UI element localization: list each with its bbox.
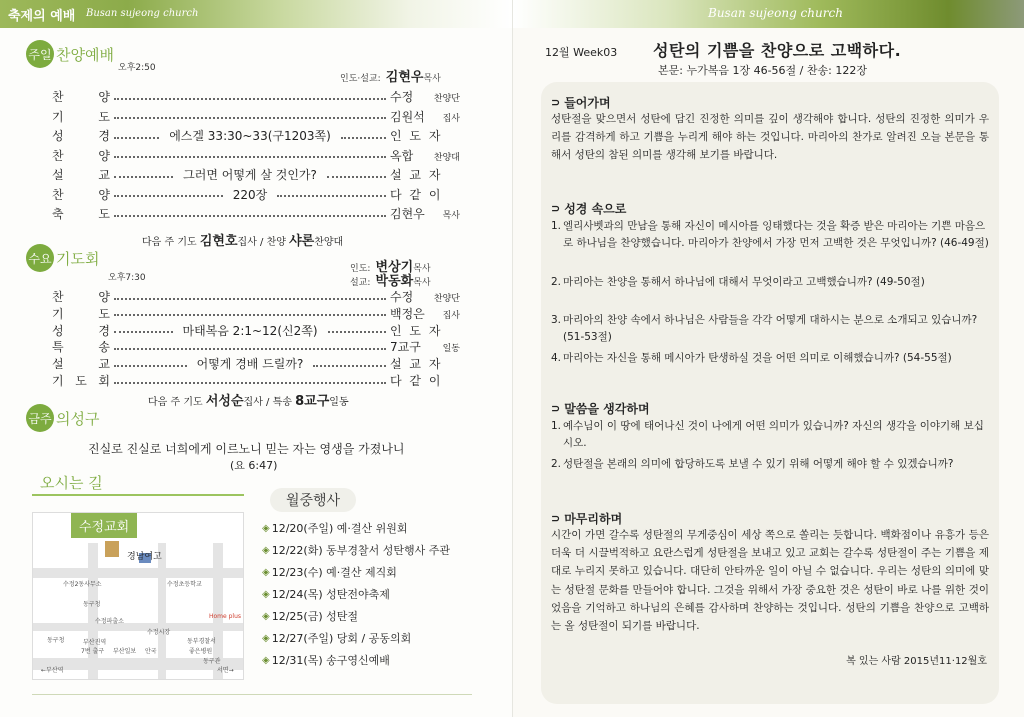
w-next-name2: 8교구 [295, 394, 330, 409]
order-person [390, 88, 460, 105]
w-leader2-title: 목사 [413, 278, 431, 288]
sermon-title: 성탄의 기쁨을 찬양으로 고백하다. [653, 41, 902, 60]
arrow-icon: ⊃ [551, 96, 561, 109]
arrow-icon: ⊃ [551, 402, 561, 415]
question-item: 4. 마리아는 자신을 통해 메시아가 탄생하실 것을 어떤 의미로 이해했습니까? (54-55절) [551, 352, 952, 364]
sunday-next [142, 230, 343, 249]
order-item-char: 기 [52, 306, 64, 321]
order-item-char: 경 [98, 129, 110, 143]
order-row [52, 204, 460, 223]
map-label: 부산진역 [83, 639, 107, 646]
next-t2: 찬양대 [314, 237, 344, 248]
order-item [52, 338, 110, 355]
order-item [52, 108, 110, 125]
wednesday-badge-circle: 수요 [26, 244, 54, 272]
section-heading: ⊃ 성경 속으로 [551, 202, 627, 216]
map-label: 수정2동사무소 [63, 581, 102, 588]
event-text: 12/22(화) 동부경찰서 성탄행사 주관 [271, 544, 450, 557]
order-person-title: 집사 [442, 310, 460, 321]
order-item-char: 설 [52, 168, 64, 182]
event-text: 12/24(목) 성탄전야축제 [271, 588, 390, 601]
diamond-bullet-icon: ◈ [262, 522, 270, 534]
study-card [541, 82, 999, 704]
question-item: 1. 엘리사벳과의 만남을 통해 자신이 메시아를 잉태했다는 것을 확증 받은 마리아는 기쁜 마음으로 하나님을 찬양했습니다. 마리아가 찬양에서 가장 먼저 고백한 것은 무엇입니까? (46-49절) [551, 220, 989, 249]
diamond-bullet-icon: ◈ [262, 654, 270, 666]
order-row [52, 87, 460, 106]
event-item [262, 520, 407, 536]
diamond-bullet-icon: ◈ [262, 544, 270, 556]
w-next-name1: 서성순 [205, 394, 244, 409]
w-leader1-title: 목사 [413, 264, 431, 274]
order-person-title: 집사 [442, 113, 460, 124]
order-item [52, 305, 110, 322]
order-item-char: 기 [52, 109, 64, 124]
event-text: 12/27(주일) 당회 / 공동의회 [271, 632, 412, 645]
map-label: Home plus [209, 613, 242, 620]
next-name2: 샤론 [289, 234, 315, 249]
order-person-title: 찬양대 [433, 152, 460, 163]
order-person-name: 7교구 [390, 340, 421, 355]
event-item [262, 542, 450, 558]
order-person [390, 205, 460, 222]
order-person-name: 인 도 자 [390, 323, 443, 338]
section-closing-text: 시간이 가면 갈수록 성탄절의 무게중심이 세상 쪽으로 쏠리는 듯합니다. 백화점이나 유흥가 등은 더욱 더 시끌벅적하고 요란스럽게 성탄절을 보내고 있고 교회는 갈수록 성탄절이 주는 기쁨을 제대로 누리지 못하고 있습니다. 대단히 안타까운 일이 아닐 수 없습니다. 우리는 성탄의 의미에 맞는 성탄절 문화를 만들어야 합니다. 그것을 위해서 가장 중요한 것은 성탄이 바로 나를 위한 것이었음을 기억하고 하나님의 은혜를 감사하며 찬양하는 것입니다. 성탄의 기쁨을 찬양으로 고백하는 올 성탄절이 되기를 바랍니다. [551, 529, 989, 633]
section-heading: ⊃ 들어가며 [551, 96, 611, 110]
order-person-name: 백정은 [390, 306, 425, 321]
order-person [390, 108, 460, 125]
order-row [52, 146, 460, 165]
event-item [262, 564, 397, 580]
map-church-flag: 수정교회 [71, 513, 137, 538]
order-detail: 220장 [232, 187, 268, 202]
map-label: 서면→ [217, 667, 234, 674]
order-detail: 어떻게 경배 드릴까? [196, 357, 304, 372]
order-item-char: 찬 [52, 290, 64, 304]
bottom-divider [32, 694, 472, 695]
signature: 복 있는 사람 2015년11·12월호 [846, 656, 987, 667]
order-person-title: 찬양단 [433, 94, 460, 104]
verse-badge [26, 404, 99, 432]
map-label: 부산일보 [113, 648, 137, 655]
event-item [262, 652, 390, 668]
order-person [390, 127, 460, 144]
order-person-name: 김원석 [390, 109, 425, 124]
church-building-icon [105, 541, 119, 557]
order-item-char: 성 [52, 323, 64, 338]
sunday-leader [340, 66, 441, 85]
order-item-char: 송 [98, 340, 110, 355]
order-person-name: 옥합 [390, 148, 414, 163]
verse-label: 의성구 [56, 409, 100, 428]
wednesday-time: 오후7:30 [108, 273, 146, 283]
wednesday-next [148, 390, 349, 409]
map-label: 7번 출구 [81, 648, 105, 655]
verse-badge-circle: 금주 [26, 404, 54, 432]
order-person-title: 찬양단 [433, 294, 460, 304]
week-label: 12월 Week03 [545, 46, 618, 59]
section-heading: ⊃ 마무리하며 [551, 512, 623, 526]
event-text: 12/20(주일) 예·결산 위원회 [271, 522, 408, 535]
order-item-char: 회 [98, 374, 110, 388]
order-detail: 에스겔 33:30~33(구1203쪽) [169, 129, 331, 143]
order-item [52, 205, 110, 222]
order-item-char: 특 [52, 340, 64, 355]
right-header [513, 0, 1024, 28]
order-detail: 그러면 어떻게 살 것인가? [183, 168, 317, 182]
right-page [512, 0, 1024, 717]
map-label: 좋은병원 [189, 648, 213, 655]
arrow-icon: ⊃ [551, 512, 561, 525]
right-header-script: Busan sujeong church [708, 6, 843, 20]
order-item-char: 양 [98, 187, 110, 202]
order-person [390, 147, 460, 164]
sunday-badge-circle: 주일 [26, 40, 54, 68]
order-person [390, 338, 460, 355]
order-item-char: 도 [98, 306, 110, 321]
map-label: 수정파출소 [95, 618, 124, 625]
order-person [390, 186, 460, 203]
order-item-char: 찬 [52, 90, 64, 104]
event-text: 12/23(수) 예·결산 제직회 [271, 566, 397, 579]
order-item [52, 372, 110, 389]
order-person-title: 일동 [442, 344, 460, 355]
order-person [390, 305, 460, 322]
section-intro-text: 성탄절을 맞으면서 성탄에 담긴 진정한 의미를 깊이 생각해야 합니다. 성탄의 진정한 의미가 우리를 감격하게 하고 기쁨을 누리게 해야 하는 것입니다. 마리아의 찬가로 알려진 오늘 본문을 통해서 성탄의 참된 의미를 생각해 보기를 바랍니다. [551, 113, 989, 162]
question-item: 2. 성탄절을 본래의 의미에 합당하도록 보낼 수 있기 위해 어떻게 해야 할 수 있겠습니까? [551, 458, 954, 470]
order-item-char: 교 [98, 168, 110, 182]
sunday-leader-role: 인도·설교: [340, 74, 381, 84]
order-row [52, 165, 460, 184]
left-header [0, 0, 512, 28]
wednesday-badge [26, 244, 99, 272]
order-person [390, 322, 460, 339]
map-label: 수정초등학교 [167, 581, 202, 588]
event-item [262, 608, 358, 624]
w-next-t2: 일동 [329, 397, 349, 408]
directions-label: 오시는 길 [40, 474, 103, 492]
order-item-char: 도 [75, 374, 87, 388]
map-label: 동구청 [83, 601, 101, 608]
next-name1: 김현호 [199, 234, 238, 249]
order-person-title: 목사 [442, 211, 460, 221]
events-title: 월중행사 [270, 488, 356, 512]
order-person-name: 다 같 이 [390, 374, 443, 388]
w-next-prefix: 다음 주 기도 [148, 397, 203, 408]
order-item [52, 166, 110, 183]
event-text: 12/31(목) 송구영신예배 [271, 654, 390, 667]
map-label: 수정시장 [147, 629, 171, 636]
order-item-char: 양 [98, 148, 110, 163]
sunday-leader-name: 김현우 [385, 70, 424, 85]
header-script: Busan sujeong church [86, 8, 199, 19]
verse-text: 진실로 진실로 너희에게 이르노니 믿는 자는 영생을 가졌나니 [88, 442, 405, 456]
sunday-time: 오후2:50 [118, 63, 156, 73]
order-item-char: 도 [98, 109, 110, 124]
order-person-name: 수정 [390, 290, 414, 304]
sunday-leader-title: 목사 [423, 74, 441, 84]
w-leader1-role: 인도: [350, 264, 371, 274]
map-label: 동구관 [203, 658, 221, 665]
w-leader1-name: 변상기 [375, 260, 414, 275]
order-item-char: 축 [52, 207, 64, 221]
event-item [262, 586, 390, 602]
next-t1: 집사 / 찬양 [237, 237, 286, 248]
order-person-name: 수정 [390, 90, 414, 104]
order-row [52, 126, 460, 145]
order-item-char: 설 [52, 357, 64, 372]
map-label: 경남여고 [127, 552, 162, 562]
order-item-char: 성 [52, 129, 64, 143]
order-person [390, 355, 460, 372]
map-label: 동부경찰서 [187, 638, 216, 645]
diamond-bullet-icon: ◈ [262, 588, 270, 600]
order-item-char: 기 [52, 374, 64, 388]
map-label: ←부산역 [41, 667, 64, 674]
question-item: 3. 마리아의 찬양 속에서 하나님은 사람들을 각각 어떻게 대하시는 분으로 소개되고 있습니까? (51-53절) [551, 314, 978, 343]
arrow-icon: ⊃ [551, 202, 561, 215]
order-item-char: 경 [98, 323, 110, 338]
order-item [52, 186, 110, 203]
order-item [52, 322, 110, 339]
order-person [390, 166, 460, 183]
event-text: 12/25(금) 성탄절 [271, 610, 358, 623]
verse-ref: (요 6:47) [230, 459, 278, 472]
order-item [52, 288, 110, 305]
order-item-char: 양 [98, 290, 110, 304]
order-row [52, 185, 460, 204]
map-label: 동구청 [47, 637, 65, 644]
question-item: 2. 마리아는 찬양을 통해서 하나님에 대해서 무엇이라고 고백했습니까? (49-50절) [551, 276, 925, 288]
map-label: 안국 [145, 648, 157, 655]
sunday-badge [26, 40, 114, 68]
directions-map [32, 512, 244, 680]
w-leader2-role: 설교: [350, 278, 371, 288]
diamond-bullet-icon: ◈ [262, 610, 270, 622]
order-person-name: 다 같 이 [390, 187, 443, 202]
order-detail: 마태복음 2:1~12(신2쪽) [182, 323, 318, 338]
sermon-subtitle: 본문: 누가복음 1장 46-56절 / 찬송: 122장 [658, 64, 867, 77]
section-heading: ⊃ 말씀을 생각하며 [551, 402, 650, 416]
order-row [52, 371, 460, 390]
order-item [52, 355, 110, 372]
w-next-t1: 집사 / 특송 [243, 397, 292, 408]
order-row [52, 107, 460, 126]
order-person-name: 설 교 자 [390, 168, 443, 182]
order-item [52, 147, 110, 164]
order-item-char: 찬 [52, 148, 64, 163]
order-item [52, 127, 110, 144]
diamond-bullet-icon: ◈ [262, 632, 270, 644]
w-leader2-name: 박동화 [375, 274, 414, 289]
order-item-char: 찬 [52, 187, 64, 202]
order-person [390, 372, 460, 389]
directions-divider [32, 494, 244, 496]
order-person-name: 김현우 [390, 207, 425, 221]
event-item [262, 630, 411, 646]
order-item-char: 교 [98, 357, 110, 372]
order-person-name: 인 도 자 [390, 129, 443, 143]
question-item: 1. 예수님이 이 땅에 태어나신 것이 나에게 어떤 의미가 있습니까? 자신의 생각을 이야기해 보십시오. [551, 420, 984, 449]
header-title: 축제의 예배 [8, 9, 76, 24]
next-prefix: 다음 주 기도 [142, 237, 197, 248]
order-item [52, 88, 110, 105]
order-person [390, 288, 460, 305]
wednesday-label: 기도회 [56, 249, 100, 268]
diamond-bullet-icon: ◈ [262, 566, 270, 578]
order-person-name: 설 교 자 [390, 357, 443, 372]
order-item-char: 양 [98, 90, 110, 104]
sunday-label: 찬양예배 [56, 45, 114, 64]
order-item-char: 도 [98, 207, 110, 221]
